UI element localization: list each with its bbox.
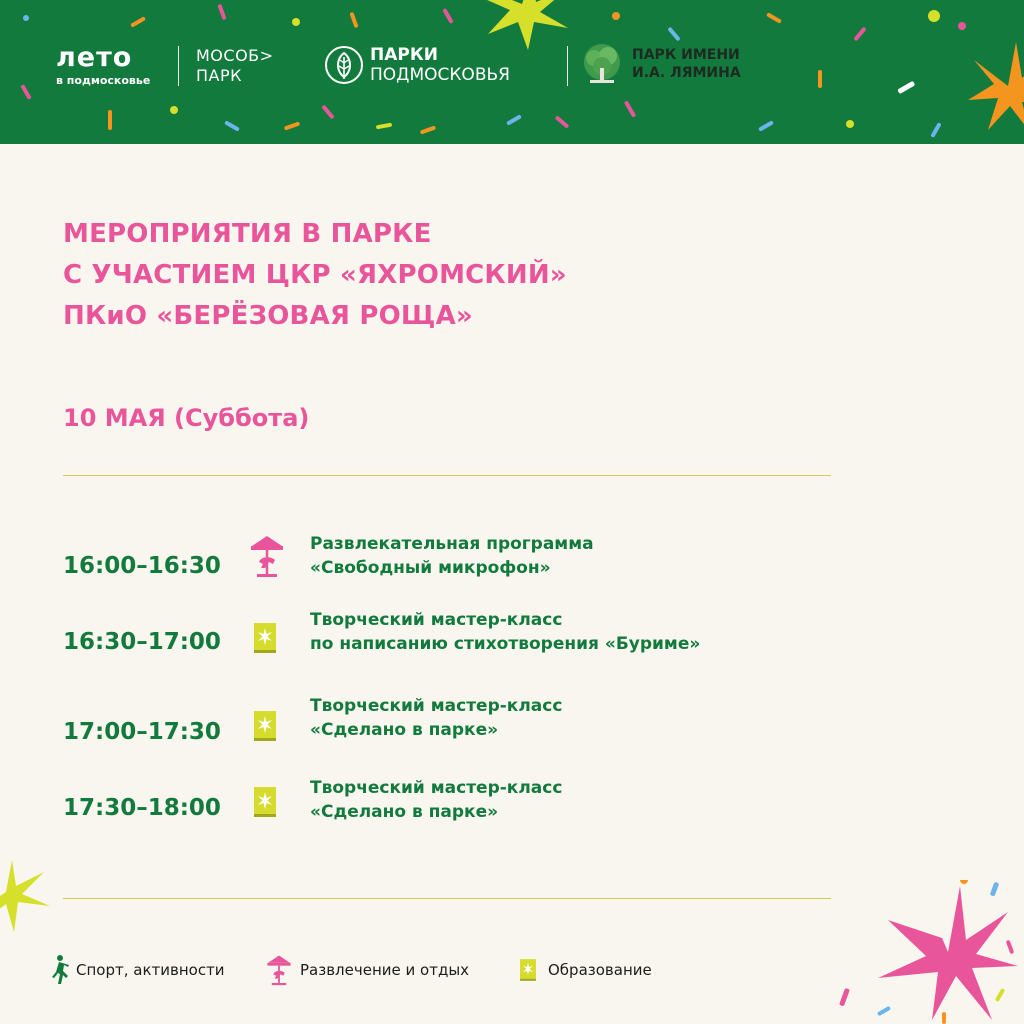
lyamin-logo-line2: И.А. ЛЯМИНА [632,65,741,81]
schedule-row [63,696,863,756]
schedule-row [63,780,863,836]
divider-line [63,898,831,899]
title-line: МЕРОПРИЯТИЯ В ПАРКЕ [63,219,432,249]
leto-logo-main: лето [56,42,133,73]
schedule-row [63,534,863,594]
event-subtitle: «Сделано в парке» [310,802,499,822]
header-banner [0,0,1024,144]
runner-icon [50,954,72,986]
carousel-icon [249,534,285,578]
tree-icon [580,42,624,86]
confetti-decoration [0,0,1024,144]
title-line: С УЧАСТИЕМ ЦКР «ЯХРОМСКИЙ» [63,260,567,290]
event-title: Творческий мастер-класс [310,696,563,716]
event-subtitle: «Свободный микрофон» [310,558,551,578]
book-icon [516,957,540,983]
event-subtitle: «Сделано в парке» [310,720,499,740]
star-decoration [868,880,1024,1024]
parks-logo-line2: ПОДМОСКОВЬЯ [370,65,510,85]
schedule-row [63,612,863,668]
leaf-icon [324,45,364,85]
star-decoration [0,856,60,936]
mosobpark-logo-line1: МОСОБ> [196,46,274,65]
book-icon [249,784,281,820]
event-time: 16:30–17:00 [63,629,221,655]
event-subtitle: по написанию стихотворения «Буриме» [310,634,701,654]
leto-logo [56,44,150,87]
confetti-decoration [836,984,856,1012]
title-line: ПКиО «БЕРЁЗОВАЯ РОЩА» [63,301,473,331]
lyamin-logo-line1: ПАРК ИМЕНИ [632,47,740,63]
book-icon [249,708,281,744]
event-time: 16:00–16:30 [63,553,221,579]
event-time: 17:00–17:30 [63,719,221,745]
mosobpark-logo [196,46,274,86]
mosobpark-logo-line2: ПАРК [196,66,242,85]
legend-label: Образование [548,961,652,979]
event-title: Развлекательная программа [310,534,594,554]
event-time: 17:30–18:00 [63,795,221,821]
event-date: 10 МАЯ (Суббота) [63,404,310,432]
legend-label: Развлечение и отдых [300,961,470,979]
book-icon [249,620,281,656]
logo-divider [178,46,179,86]
legend-label: Спорт, активности [76,961,225,979]
event-title: Творческий мастер-класс [310,778,563,798]
divider-line [63,475,831,476]
carousel-icon [266,954,292,986]
page-title [63,214,567,337]
parks-logo-line1: ПАРКИ [370,45,438,65]
leto-logo-sub: в подмосковье [56,74,151,87]
event-title: Творческий мастер-класс [310,610,563,630]
logo-divider [567,46,568,86]
